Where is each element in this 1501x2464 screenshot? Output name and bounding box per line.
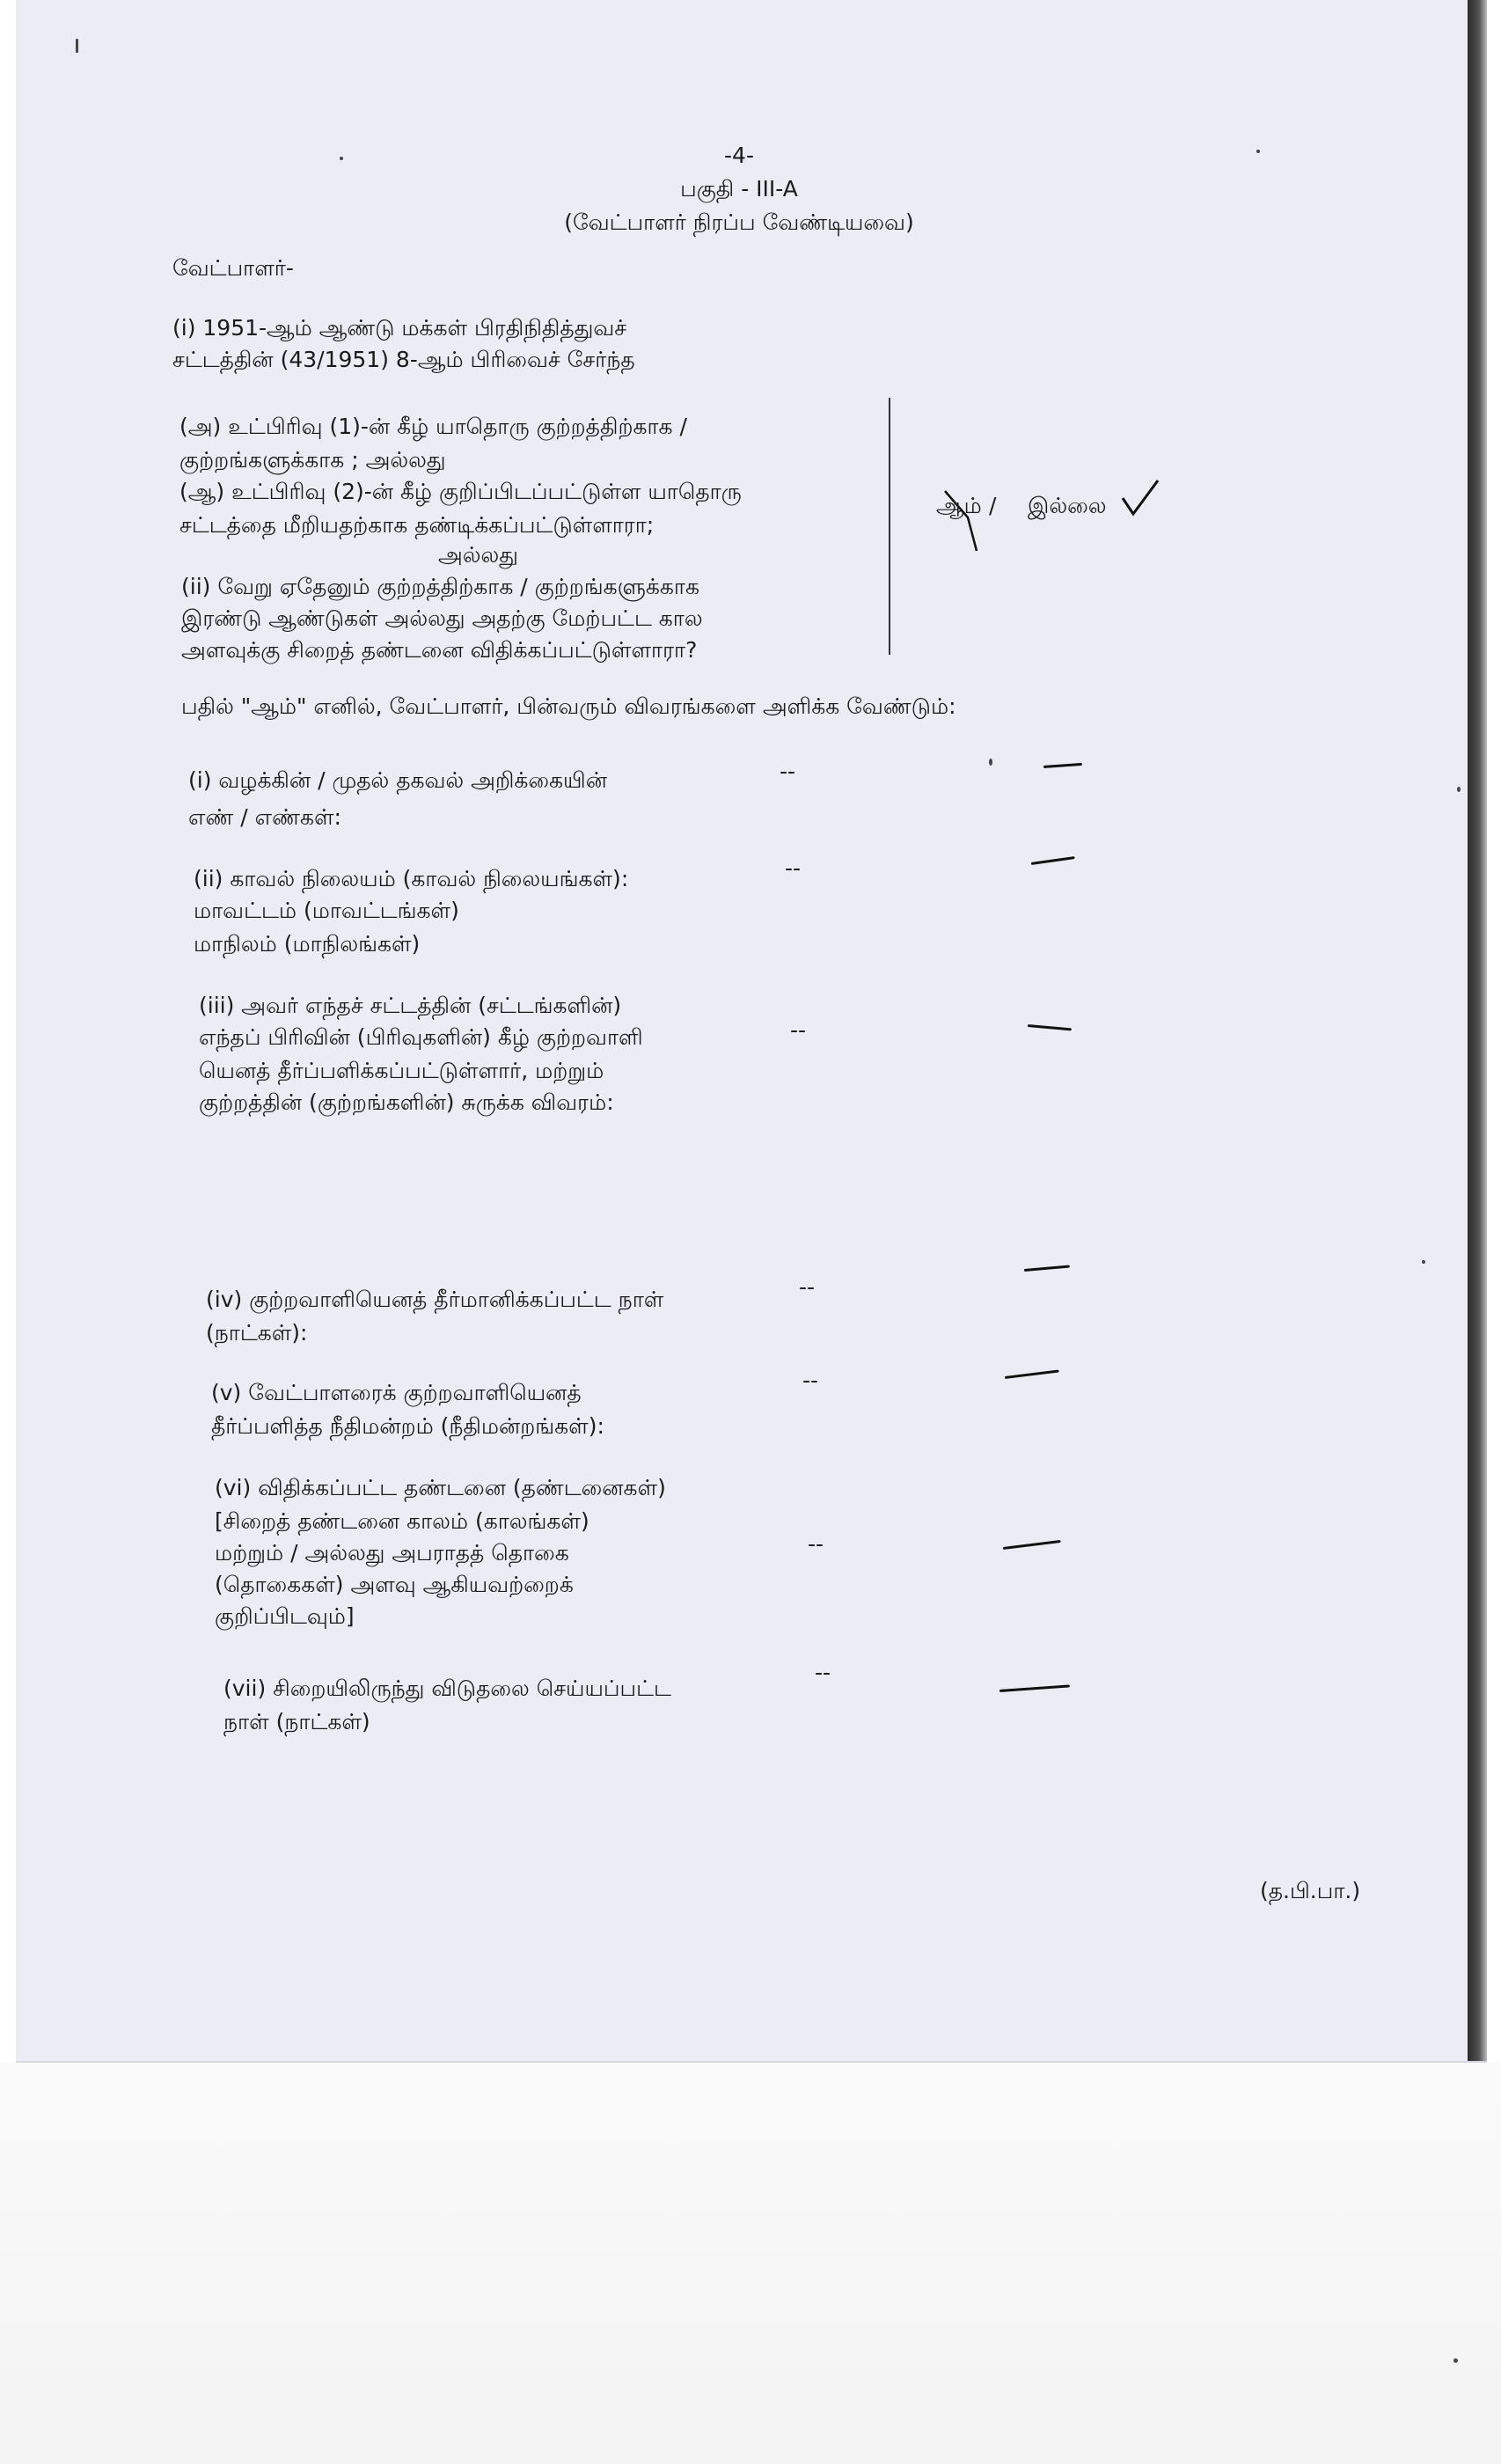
detail-i-line1: (i) வழக்கின் / முதல் தகவல் அறிக்கையின் bbox=[188, 767, 607, 793]
detail-iv-line1: (iv) குற்றவாளியெனத் தீர்மானிக்கப்பட்ட நாள் bbox=[206, 1287, 664, 1312]
detail-iii-line2: எந்தப் பிரிவின் (பிரிவுகளின்) கீழ் குற்றவாளி bbox=[199, 1024, 643, 1050]
answer-divider bbox=[889, 398, 890, 655]
subclause-a-line1: (அ) உட்பிரிவு (1)-ன் கீழ் யாதொரு குற்றத்திற்காக / bbox=[179, 414, 687, 439]
if-yes-note: பதில் "ஆம்" எனில், வேட்பாளர், பின்வரும் விவரங்களை அளிக்க வேண்டும்: bbox=[181, 693, 956, 719]
detail-vi-dash: -- bbox=[808, 1531, 824, 1557]
scan-speck bbox=[989, 759, 992, 766]
checkmark-icon bbox=[1119, 475, 1161, 519]
intro-label: வேட்பாளர்- bbox=[172, 255, 294, 281]
page-number: -4- bbox=[724, 143, 754, 168]
clause-ii-line2: இரண்டு ஆண்டுகள் அல்லது அதற்கு மேற்பட்ட கால bbox=[181, 605, 703, 631]
answer-no-option[interactable] bbox=[1028, 493, 1106, 522]
part-subtitle: (வேட்பாளர் நிரப்ப வேண்டியவை) bbox=[564, 209, 914, 235]
clause-ii-line3: அளவுக்கு சிறைத் தண்டனை விதிக்கப்பட்டுள்ளாரா? bbox=[181, 637, 698, 663]
part-title: பகுதி - III-A bbox=[680, 176, 798, 202]
please-turn-over: (த.பி.பா.) bbox=[1260, 1878, 1361, 1903]
detail-vii-line1: (vii) சிறையிலிருந்து விடுதலை செய்யப்பட்ட bbox=[223, 1676, 671, 1701]
scan-speck bbox=[76, 39, 78, 53]
detail-vii-dash: -- bbox=[815, 1660, 831, 1685]
subclause-aa-line1: (ஆ) உட்பிரிவு (2)-ன் கீழ் குறிப்பிடப்பட்டுள்ள யாதொரு bbox=[179, 479, 742, 504]
clause-i-line1: (i) 1951-ஆம் ஆண்டு மக்கள் பிரதிநிதித்துவச் bbox=[172, 315, 627, 341]
detail-i-line2: எண் / எண்கள்: bbox=[188, 804, 341, 830]
detail-vi-line2: [சிறைத் தண்டனை காலம் (காலங்கள்) bbox=[215, 1508, 589, 1534]
detail-v-dash: -- bbox=[802, 1368, 819, 1393]
scan-speck bbox=[1422, 1260, 1425, 1264]
subclause-a-line2: குற்றங்களுக்காக ; அல்லது bbox=[179, 447, 446, 473]
detail-iii-line4: குற்றத்தின் (குற்றங்களின்) சுருக்க விவரம்: bbox=[199, 1089, 614, 1115]
detail-vi-line5: குறிப்பிடவும்] bbox=[215, 1603, 355, 1629]
answer-separator: / bbox=[989, 493, 997, 518]
answer-yes-label: ஆம் bbox=[936, 493, 982, 518]
detail-vi-line4: (தொகைகள்) அளவு ஆகியவற்றைக் bbox=[215, 1572, 574, 1597]
detail-vii-line2: நாள் (நாட்கள்) bbox=[223, 1709, 370, 1734]
detail-vi-line3: மற்றும் / அல்லது அபராதத் தொகை bbox=[215, 1540, 569, 1566]
scanner-edge bbox=[1468, 0, 1487, 2061]
clause-i-line2: சட்டத்தின் (43/1951) 8-ஆம் பிரிவைச் சேர்ந்த bbox=[172, 347, 635, 372]
detail-v-line2: தீர்ப்பளித்த நீதிமன்றம் (நீதிமன்றங்கள்): bbox=[211, 1413, 604, 1439]
scan-speck bbox=[340, 157, 343, 160]
scan-speck bbox=[1453, 2358, 1458, 2363]
detail-ii-line1: (ii) காவல் நிலையம் (காவல் நிலையங்கள்): bbox=[194, 866, 629, 891]
detail-v-line1: (v) வேட்பாளரைக் குற்றவாளியெனத் bbox=[211, 1380, 582, 1405]
clause-ii-line1: (ii) வேறு ஏதேனும் குற்றத்திற்காக / குற்றங்களுக்காக bbox=[181, 574, 699, 599]
or-connector: அல்லது bbox=[438, 542, 518, 568]
detail-ii-dash: -- bbox=[785, 855, 802, 881]
detail-iv-line2: (நாட்கள்): bbox=[206, 1320, 308, 1346]
subclause-aa-line2: சட்டத்தை மீறியதற்காக தண்டிக்கப்பட்டுள்ளாரா; bbox=[179, 512, 655, 538]
scan-speck bbox=[1256, 150, 1260, 153]
detail-ii-line2: மாவட்டம் (மாவட்டங்கள்) bbox=[194, 898, 459, 923]
detail-i-dash: -- bbox=[780, 759, 796, 784]
detail-iii-line3: யெனத் தீர்ப்பளிக்கப்பட்டுள்ளார், மற்றும் bbox=[199, 1058, 604, 1083]
strike-icon bbox=[941, 486, 985, 556]
scan-background bbox=[0, 2063, 1501, 2464]
detail-iv-dash: -- bbox=[799, 1274, 816, 1300]
scan-speck bbox=[1457, 787, 1461, 792]
detail-iii-dash: -- bbox=[790, 1017, 807, 1043]
detail-iii-line1: (iii) அவர் எந்தச் சட்டத்தின் (சட்டங்களின்) bbox=[199, 993, 622, 1018]
detail-vi-line1: (vi) விதிக்கப்பட்ட தண்டனை (தண்டனைகள்) bbox=[215, 1475, 666, 1500]
answer-no-label: இல்லை bbox=[1028, 493, 1107, 518]
detail-ii-line3: மாநிலம் (மாநிலங்கள்) bbox=[194, 931, 421, 957]
